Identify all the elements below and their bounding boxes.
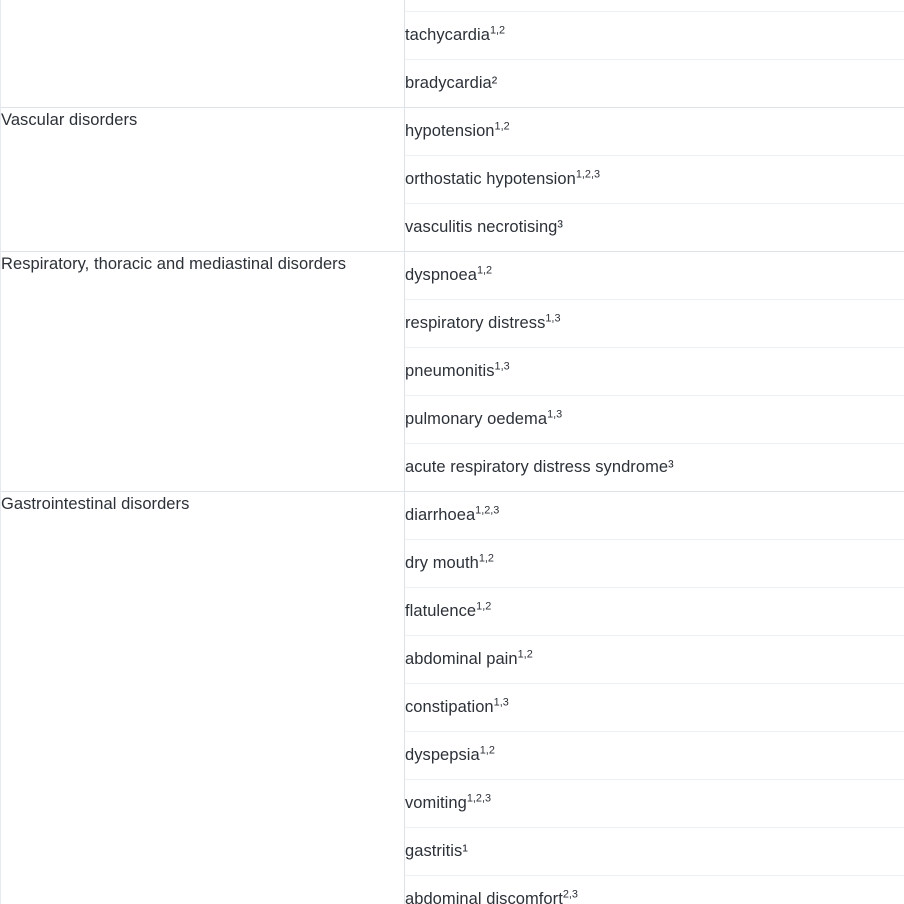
adverse-reaction-term — [405, 698, 509, 716]
adverse-reaction-cell — [405, 492, 904, 540]
adverse-reaction-cell — [405, 108, 904, 156]
adverse-reaction-term — [405, 746, 495, 764]
reaction-term-text: dyspnoea — [405, 266, 477, 284]
adverse-reaction-cell — [405, 540, 904, 588]
adverse-reaction-cell — [405, 252, 904, 300]
system-organ-class-cell — [1, 252, 405, 492]
reaction-term-text: acute respiratory distress syndrome — [405, 458, 669, 476]
table-row — [1, 252, 904, 300]
reaction-term-text: diarrhoea — [405, 506, 476, 524]
footnote-reference: ² — [491, 74, 498, 92]
adverse-reaction-term — [405, 410, 562, 428]
footnote-reference: 1,3 — [493, 696, 509, 709]
footnote-reference: 1,2 — [476, 264, 493, 277]
reaction-term-text: pulmonary oedema — [405, 410, 548, 428]
adverse-reaction-cell — [405, 780, 904, 828]
footnote-reference: 1,2 — [476, 600, 492, 613]
adverse-reaction-cell — [405, 444, 904, 492]
footnote-reference: ¹ — [462, 842, 468, 860]
reaction-term-text: hypotension — [405, 122, 495, 140]
reaction-term-text: abdominal pain — [405, 650, 518, 668]
footnote-reference: 1,2,3 — [575, 168, 601, 181]
reaction-term-text: vasculitis necrotising — [405, 218, 558, 236]
table-row — [1, 492, 904, 540]
adverse-reaction-cell — [405, 828, 904, 876]
reaction-term-text: respiratory distress — [405, 314, 546, 332]
footnote-reference: 1,3 — [494, 360, 510, 373]
table-row — [1, 108, 904, 156]
adverse-reaction-cell — [405, 684, 904, 732]
adverse-reaction-cell — [405, 588, 904, 636]
adverse-reaction-cell — [405, 0, 904, 12]
adverse-reaction-term — [405, 170, 600, 188]
adverse-reaction-term — [405, 890, 578, 904]
adverse-reaction-term — [405, 506, 499, 524]
reaction-term-text: flatulence — [405, 602, 477, 620]
system-organ-class-cell — [1, 108, 405, 252]
reaction-term-text: dyspepsia — [405, 746, 480, 764]
reaction-term-text: gastritis — [405, 842, 463, 860]
footnote-reference: 1,2 — [494, 120, 510, 133]
adverse-reaction-term — [405, 602, 491, 620]
system-organ-class-label: Gastrointestinal disorders — [1, 495, 190, 513]
system-organ-class-label: Vascular disorders — [1, 111, 138, 129]
adverse-reaction-term — [405, 74, 497, 92]
footnote-reference: 1,2 — [478, 552, 494, 565]
adverse-reaction-cell — [405, 12, 904, 60]
adverse-reaction-cell — [405, 876, 904, 904]
reaction-term-text: bradycardia — [405, 74, 492, 92]
footnote-reference: ³ — [557, 218, 563, 236]
footnote-reference: 1,2,3 — [475, 504, 500, 517]
reaction-term-text: vomiting — [405, 794, 467, 812]
reaction-term-text: tachycardia — [405, 26, 490, 44]
adverse-reaction-cell — [405, 156, 904, 204]
footnote-reference: 1,2 — [489, 24, 506, 37]
system-organ-class-cell — [1, 492, 405, 904]
footnote-reference: 1,2 — [517, 648, 533, 661]
adverse-reaction-cell — [405, 300, 904, 348]
adverse-reaction-term — [405, 794, 491, 812]
footnote-reference: 1,2 — [479, 744, 495, 757]
adverse-reaction-cell — [405, 204, 904, 252]
adverse-reaction-term — [405, 650, 533, 668]
adverse-reaction-cell — [405, 60, 904, 108]
reaction-term-text: dry mouth — [405, 554, 479, 572]
footnote-reference: 1,3 — [547, 408, 563, 421]
footnote-reference: 1,3 — [545, 312, 561, 325]
reaction-term-text: orthostatic hypotension — [405, 170, 576, 188]
adverse-reaction-term — [405, 266, 492, 284]
adverse-reaction-cell — [405, 396, 904, 444]
adverse-reaction-term — [405, 26, 505, 44]
table-body — [1, 0, 904, 904]
adverse-reaction-term — [405, 842, 468, 860]
footnote-reference: 2,3 — [562, 888, 578, 901]
system-organ-class-cell — [1, 0, 405, 108]
table-row — [1, 0, 904, 12]
adverse-reaction-cell — [405, 732, 904, 780]
reaction-term-text: pneumonitis — [405, 362, 495, 380]
reaction-term-text: constipation — [405, 698, 494, 716]
reaction-term-text: abdominal discomfort — [405, 890, 563, 904]
footnote-reference: 1,2,3 — [466, 792, 492, 805]
adverse-reaction-cell — [405, 636, 904, 684]
system-organ-class-label: Respiratory, thoracic and mediastinal disorders — [1, 255, 347, 273]
adverse-reaction-term — [405, 554, 494, 572]
adverse-reaction-term — [405, 314, 561, 332]
adverse-reaction-term — [405, 122, 510, 140]
adverse-reaction-term — [405, 218, 563, 236]
adverse-reaction-cell — [405, 348, 904, 396]
footnote-reference: ³ — [668, 458, 674, 476]
adverse-reaction-term — [405, 362, 510, 380]
adverse-reaction-term — [405, 458, 674, 476]
